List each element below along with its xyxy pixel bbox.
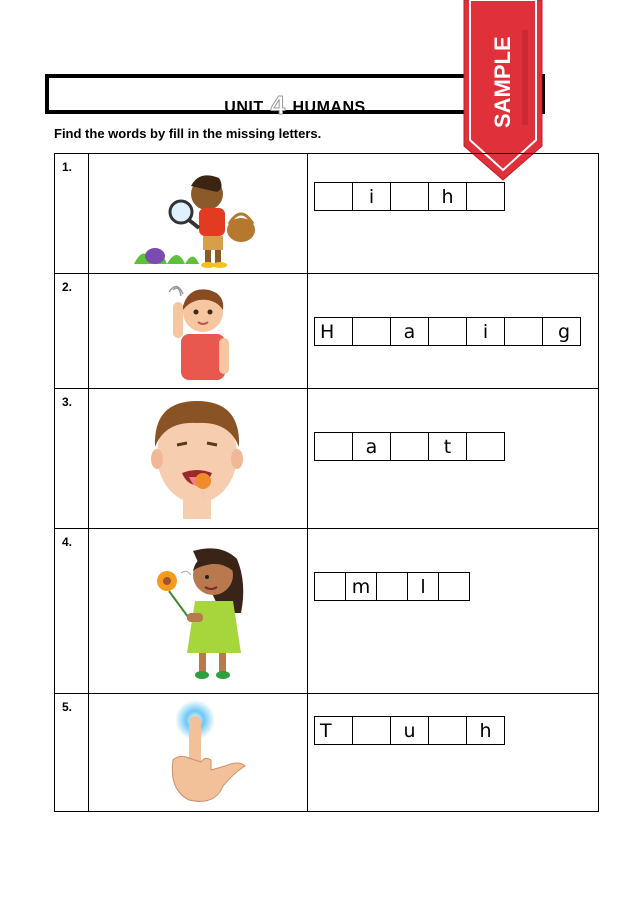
letter-box: m xyxy=(345,572,377,601)
letter-box-blank[interactable] xyxy=(390,182,429,211)
letter-box-blank[interactable] xyxy=(466,182,505,211)
row-number-cell xyxy=(55,274,89,389)
letter-box-blank[interactable] xyxy=(352,716,391,745)
table-row xyxy=(55,389,599,529)
letter-boxes xyxy=(314,572,470,601)
instruction-text: Find the words by fill in the missing letters. xyxy=(54,126,322,141)
image-cell xyxy=(89,529,308,694)
row-number: 5. xyxy=(62,700,73,714)
letter-box-blank[interactable] xyxy=(466,432,505,461)
table-row xyxy=(55,694,599,812)
letter-box-blank[interactable] xyxy=(438,572,470,601)
unit-topic: HUMANS xyxy=(292,99,366,116)
row-number: 2. xyxy=(62,280,73,294)
letter-box: u xyxy=(390,716,429,745)
table-row xyxy=(55,529,599,694)
exercise-table xyxy=(54,153,599,812)
image-cell xyxy=(89,389,308,529)
letter-box-blank[interactable] xyxy=(314,432,353,461)
letter-box-blank[interactable] xyxy=(314,182,353,211)
table-row xyxy=(55,154,599,274)
letter-box-blank[interactable] xyxy=(428,716,467,745)
row-number-cell xyxy=(55,154,89,274)
letter-boxes xyxy=(314,182,505,211)
answer-cell xyxy=(308,154,599,274)
image-cell xyxy=(89,154,308,274)
row-number: 3. xyxy=(62,395,73,409)
letter-boxes xyxy=(314,716,505,745)
letter-box: T xyxy=(314,716,353,745)
answer-cell xyxy=(308,529,599,694)
letter-box: g xyxy=(542,317,581,346)
answer-cell xyxy=(308,274,599,389)
letter-box: i xyxy=(352,182,391,211)
boy-listening-image xyxy=(159,280,239,385)
letter-box-blank[interactable] xyxy=(314,572,346,601)
letter-box: l xyxy=(407,572,439,601)
answer-cell xyxy=(308,389,599,529)
letter-box-blank[interactable] xyxy=(428,317,467,346)
letter-box: a xyxy=(390,317,429,346)
unit-number: 4 xyxy=(270,90,286,120)
letter-box-blank[interactable] xyxy=(390,432,429,461)
row-number-cell xyxy=(55,694,89,812)
letter-box: a xyxy=(352,432,391,461)
table-row xyxy=(55,274,599,389)
image-cell xyxy=(89,274,308,389)
letter-box-blank[interactable] xyxy=(376,572,408,601)
letter-box: t xyxy=(428,432,467,461)
letter-boxes xyxy=(314,317,581,346)
letter-box: H xyxy=(314,317,353,346)
unit-label: UNIT xyxy=(224,99,264,116)
girl-smelling-flower-image xyxy=(147,543,257,683)
boy-with-magnifying-glass-image xyxy=(129,164,269,269)
letter-boxes xyxy=(314,432,505,461)
letter-box: h xyxy=(428,182,467,211)
letter-box: i xyxy=(466,317,505,346)
watermark-text: SAMPLE xyxy=(490,36,515,128)
row-number: 4. xyxy=(62,535,73,549)
row-number-cell xyxy=(55,529,89,694)
image-cell xyxy=(89,694,308,812)
letter-box-blank[interactable] xyxy=(352,317,391,346)
row-number-cell xyxy=(55,389,89,529)
answer-cell xyxy=(308,694,599,812)
face-tasting-lollipop-image xyxy=(147,395,247,525)
finger-touching-image xyxy=(159,700,249,808)
letter-box-blank[interactable] xyxy=(504,317,543,346)
row-number: 1. xyxy=(62,160,73,174)
letter-box: h xyxy=(466,716,505,745)
